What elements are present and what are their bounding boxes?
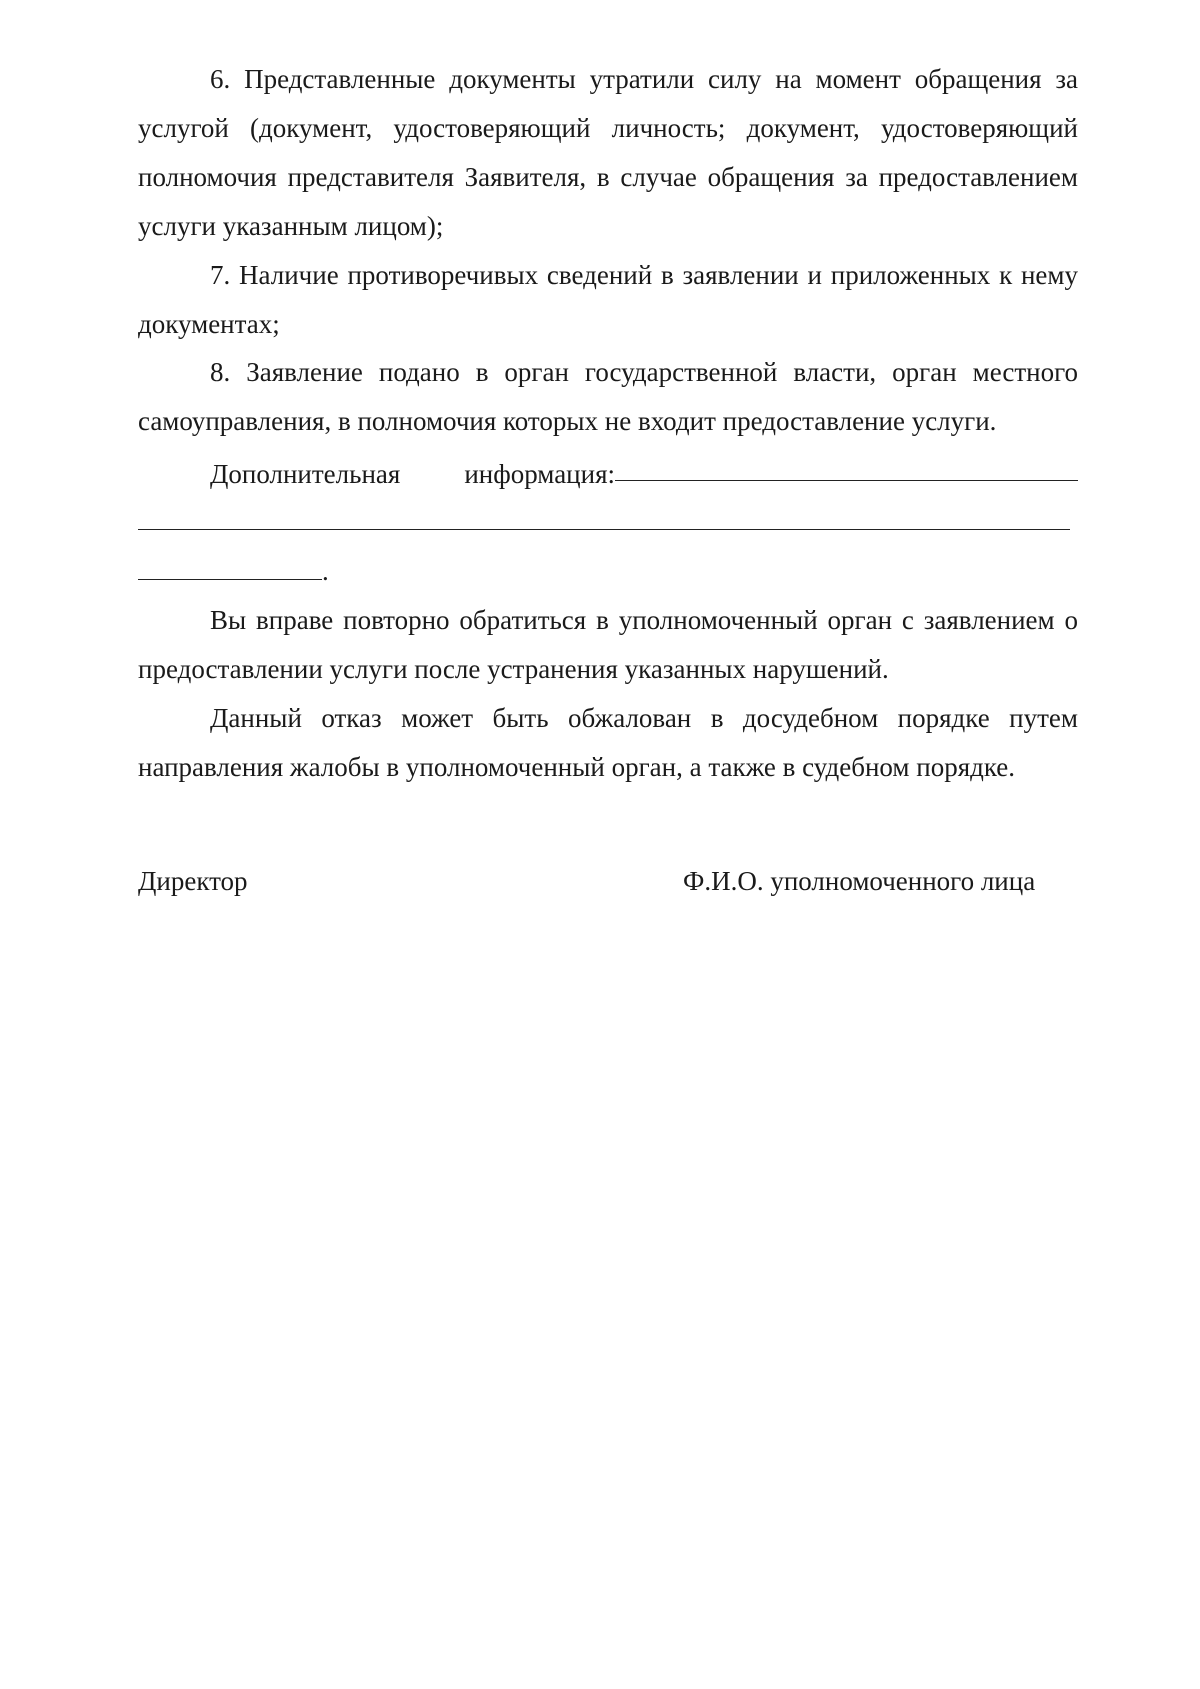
additional-info-label-1: Дополнительная	[210, 459, 401, 489]
signature-position: Директор	[138, 866, 248, 896]
additional-info-end-mark: .	[322, 556, 329, 586]
additional-info-fill-line[interactable]	[615, 480, 1078, 481]
paragraph-reapply: Вы вправе повторно обратиться в уполномоченный орган с заявлением о предоставлении услуги после устранения указанных нарушений.	[138, 605, 1078, 684]
paragraph-appeal: Данный отказ может быть обжалован в досудебном порядке путем направления жалобы в уполномоченный орган, а также в судебном порядке.	[138, 703, 1078, 782]
additional-info-line-3[interactable]	[138, 579, 322, 580]
additional-info-label-2: информация:	[464, 459, 616, 489]
signature-name-placeholder: Ф.И.О. уполномоченного лица	[683, 866, 1036, 896]
paragraph-item-6: 6. Представленные документы утратили силу на момент обращения за услугой (документ, удостоверяющий личность; документ, удостоверяющий полномочия представителя Заявителя, в случае обращения за предоставлением услуги указанным лицом);	[138, 64, 1078, 241]
additional-info-line-2[interactable]	[138, 529, 1070, 530]
paragraph-item-8: 8. Заявление подано в орган государственной власти, орган местного самоуправления, в полномочия которых не входит предоставление услуги.	[138, 357, 1078, 436]
paragraph-item-7: 7. Наличие противоречивых сведений в заявлении и приложенных к нему документах;	[138, 260, 1078, 339]
additional-info-row	[210, 450, 1078, 490]
